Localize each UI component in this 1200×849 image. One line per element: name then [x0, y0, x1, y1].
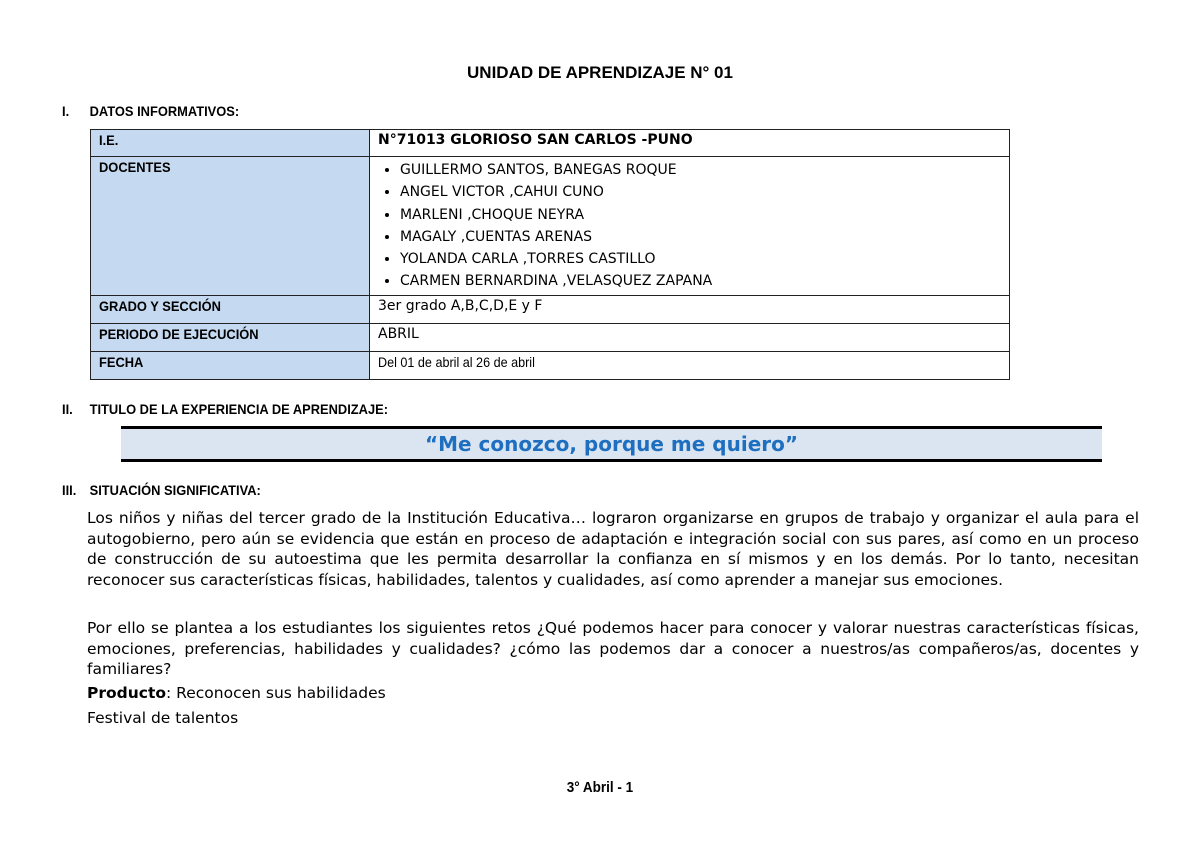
list-item: • MARLENI ,CHOQUE NEYRA — [400, 204, 1001, 226]
periodo-label: PERIODO DE EJECUCIÓN — [91, 324, 370, 352]
fecha-value: Del 01 de abril al 26 de abril — [378, 354, 535, 370]
document-title: UNIDAD DE APRENDIZAJE N° 01 — [467, 63, 733, 82]
periodo-value: ABRIL — [370, 324, 1010, 352]
list-item: • GUILLERMO SANTOS, BANEGAS ROQUE — [400, 159, 1001, 181]
producto-label: Producto — [87, 684, 167, 702]
table-row — [91, 324, 1010, 352]
page-footer — [0, 779, 1200, 796]
table-row — [91, 296, 1010, 324]
list-item: • YOLANDA CARLA ,TORRES CASTILLO — [400, 248, 1001, 270]
list-item: • ANGEL VICTOR ,CAHUI CUNO — [400, 181, 1001, 203]
grado-label: GRADO Y SECCIÓN — [91, 296, 370, 324]
producto-line — [87, 683, 1139, 704]
section-heading-titulo — [62, 401, 388, 417]
section-title: TITULO DE LA EXPERIENCIA DE APRENDIZAJE: — [89, 401, 389, 417]
grado-value: 3er grado A,B,C,D,E y F — [370, 296, 1010, 324]
footer-text: 3° Abril - 1 — [566, 779, 634, 796]
list-item: • CARMEN BERNARDINA ,VELASQUEZ ZAPANA — [400, 270, 1001, 292]
producto-value: : Reconocen sus habilidades — [166, 684, 386, 702]
section-title: SITUACIÓN SIGNIFICATIVA: — [89, 482, 261, 498]
docentes-label: DOCENTES — [91, 157, 370, 296]
section-number: II. — [62, 401, 73, 417]
fecha-value-cell — [370, 352, 1010, 380]
info-table — [90, 129, 1010, 380]
docentes-list — [378, 159, 1001, 293]
fecha-label: FECHA — [91, 352, 370, 380]
section-number: I. — [62, 103, 70, 119]
docentes-list-cell — [370, 157, 1010, 296]
situation-paragraph-2: Por ello se plantea a los estudiantes los siguientes retos ¿Qué podemos hacer para conocer y valorar nuestras características físicas, emociones, preferencias, habilidades y cualidades? ¿cómo las podemos dar a conocer a nuestros/as compañeros/as, docentes y familiares? — [87, 619, 1139, 678]
extra-line: Festival de talentos — [87, 709, 239, 727]
list-item: • MAGALY ,CUENTAS ARENAS — [400, 226, 1001, 248]
experience-title-box — [121, 426, 1102, 462]
table-row — [91, 157, 1010, 296]
section-title: DATOS INFORMATIVOS: — [89, 103, 240, 119]
section-number: III. — [62, 482, 77, 498]
table-row — [91, 130, 1010, 157]
ie-label: I.E. — [91, 130, 370, 157]
section-heading-datos — [62, 103, 239, 119]
experience-title: “Me conozco, porque me quiero” — [424, 432, 799, 456]
situation-paragraph-1: Los niños y niñas del tercer grado de la Institución Educativa… lograron organizarse en grupos de trabajo y organizar el aula para el autogobierno, pero aún se evidencia que están en proceso de adaptación e integración social con sus pares, así como en un proceso de construcción de su autoestima que les permita desarrollar la confianza en sí mismos y en los demás. Por lo tanto, necesitan reconocer sus características físicas, habilidades, talentos y cualidades, así como aprender a manejar sus emociones. — [87, 509, 1139, 589]
table-row — [91, 352, 1010, 380]
ie-value: N°71013 GLORIOSO SAN CARLOS -PUNO — [370, 130, 1010, 157]
section-heading-situacion — [62, 482, 261, 498]
